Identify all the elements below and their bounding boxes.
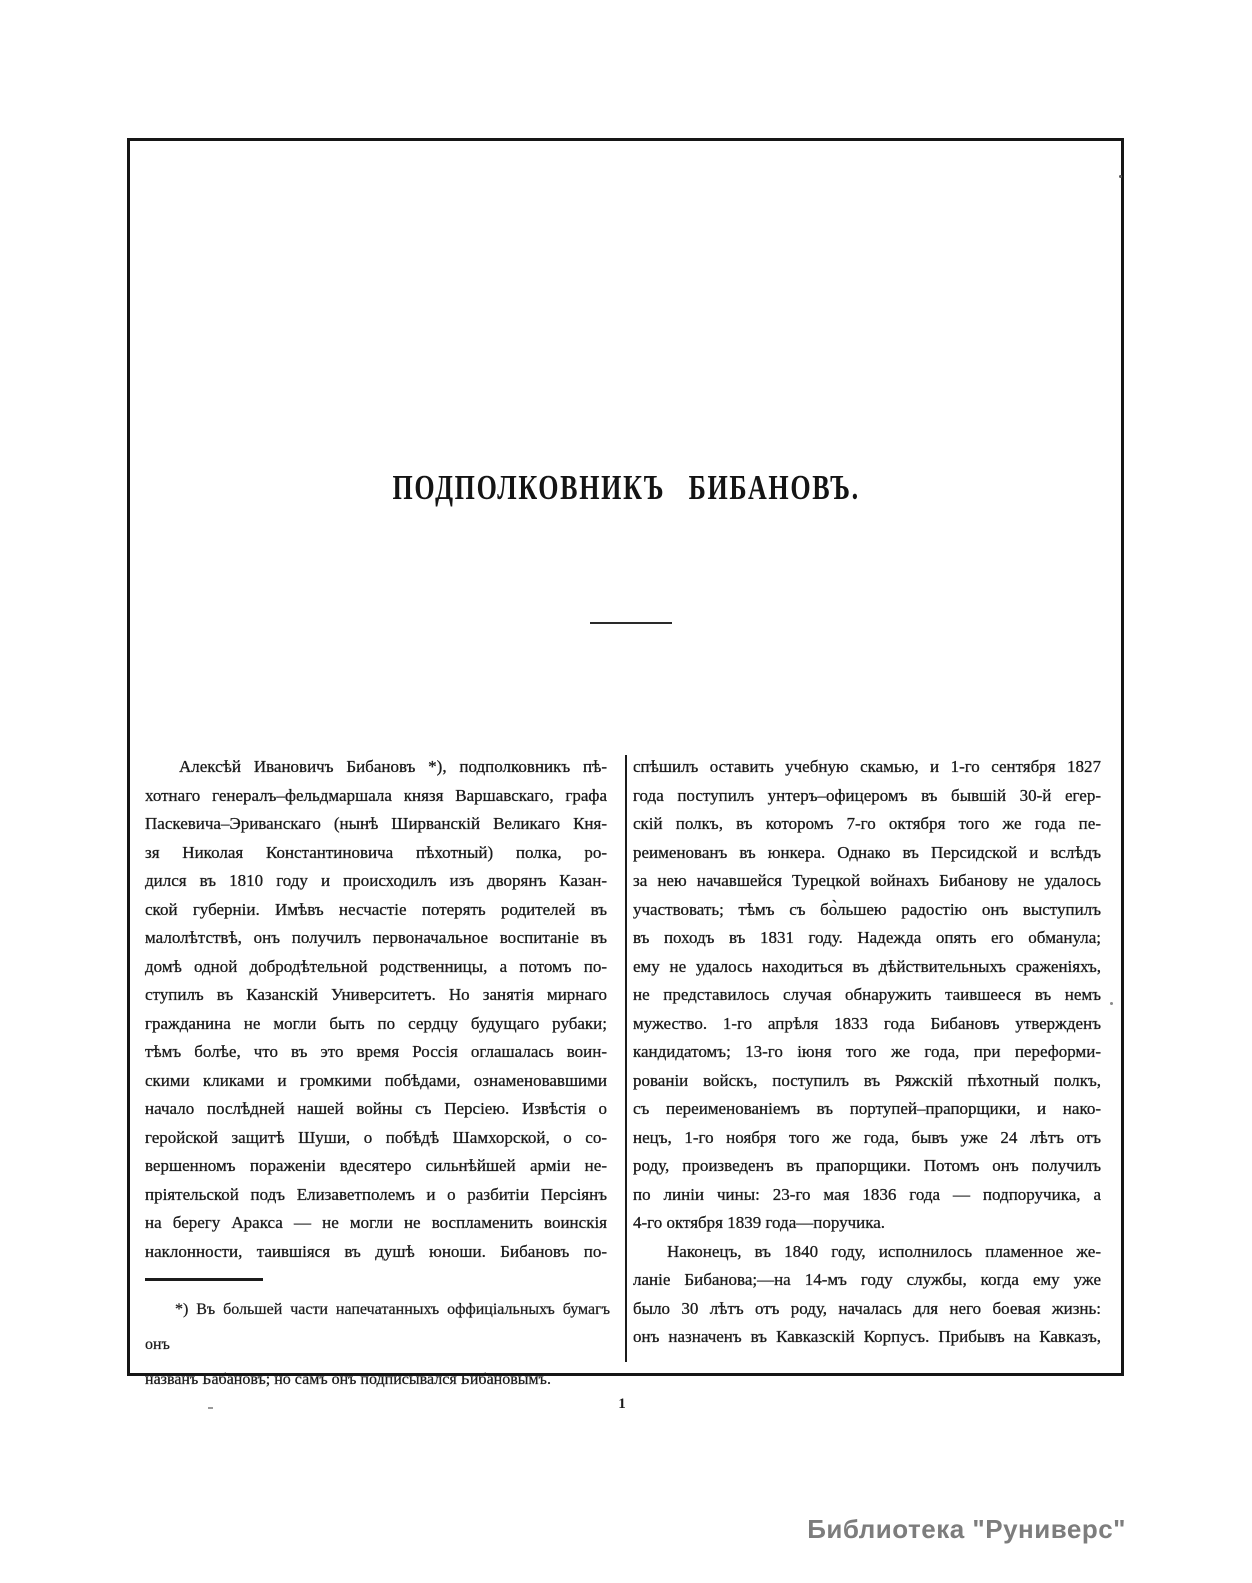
library-watermark: Библиотека "Руниверс": [807, 1514, 1126, 1544]
text-line: скій полкъ, въ которомъ 7-го октября того же года пе-: [633, 814, 1101, 833]
text-line: гражданина не могли быть по сердцу будущаго рубаки;: [145, 1013, 607, 1033]
scan-speck: [1110, 1002, 1113, 1005]
text-line: зя Николая Константиновича пѣхотный) полка, ро-: [145, 842, 607, 862]
text-line: ступилъ въ Казанскій Университетъ. Но занятія мирнаго: [145, 985, 607, 1004]
text-column-left: [145, 753, 607, 1266]
text-line: скими кликами и громкими побѣдами, ознаменовавшими: [145, 1070, 607, 1090]
text-line: ланіе Бибанова;—на 14-мъ году службы, когда ему уже: [633, 1270, 1101, 1289]
page-number: 1: [618, 1396, 626, 1412]
scan-speck: [208, 1407, 213, 1409]
text-line: пріятельской подъ Елизаветполемъ и о разбитіи Персіянъ: [145, 1184, 607, 1204]
text-line: кандидатомъ; 13-го іюня того же года, при переформи-: [633, 1042, 1101, 1061]
text-line: съ переименованіемъ въ портупей–прапорщики, и нако-: [633, 1099, 1101, 1118]
text-line: нецъ, 1-го ноября того же года, бывъ уже 24 лѣтъ отъ: [633, 1127, 1101, 1147]
text-line: по линіи чины: 23-го мая 1836 года — подпоручика, а: [633, 1184, 1101, 1204]
text-line: мужество. 1-го апрѣля 1833 года Бибановъ утвержденъ: [633, 1013, 1101, 1033]
text-line: Паскевича–Эриванскаго (нынѣ Ширванскій Великаго Кня-: [145, 814, 607, 833]
text-line: хотнаго генералъ–фельдмаршала князя Варшавскаго, графа: [145, 785, 607, 805]
text-line: дился въ 1810 году и происходилъ изъ дворянъ Казан-: [145, 871, 607, 890]
text-line: Алексѣй Ивановичъ Бибановъ *), подполковникъ пѣ-: [179, 757, 607, 776]
text-line: спѣшилъ оставить учебную скамью, и 1-го сентября 1827: [633, 757, 1101, 776]
footnote-separator-rule: [145, 1278, 263, 1281]
footnote: [145, 1292, 610, 1397]
text-line: тѣмъ болѣе, что въ это время Россія оглашалась воин-: [145, 1042, 607, 1061]
text-line: въ походъ въ 1831 году. Надежда опять его обманула;: [633, 928, 1101, 947]
page-title: [0, 467, 1252, 508]
text-column-right: [633, 753, 1101, 1352]
text-line: рованіи войскъ, поступилъ въ Ряжскій пѣхотный полкъ,: [633, 1070, 1101, 1090]
text-line: наклонности, таившіяся въ душѣ юноши. Бибановъ по-: [145, 1241, 607, 1261]
text-line: ему не удалось находиться въ дѣйствительныхъ сраженіяхъ,: [633, 956, 1101, 976]
text-line: малолѣтствѣ, онъ получилъ первоначальное воспитаніе въ: [145, 928, 607, 947]
text-line: онъ назначенъ въ Кавказскій Корпусъ. Прибывъ на Кавказъ,: [633, 1327, 1101, 1346]
text-line: 4-го октября 1839 года—поручика.: [633, 1213, 886, 1232]
text-line: на берегу Аракса — не могли не воспламенить воинскія: [145, 1213, 607, 1232]
text-line: Наконецъ, въ 1840 году, исполнилось пламенное же-: [667, 1241, 1101, 1261]
text-line: участвовать; тѣмъ съ бо̀льшею радостію онъ выступилъ: [633, 899, 1101, 919]
text-line: геройской защитѣ Шуши, о побѣдѣ Шамхорской, о со-: [145, 1127, 607, 1147]
column-divider-rule: [625, 755, 627, 1362]
text-line: не представилось случая обнаружить таившееся въ немъ: [633, 985, 1101, 1004]
text-line: реименованъ въ юнкера. Однако въ Персидской и вслѣдъ: [633, 842, 1101, 862]
text-line: было 30 лѣтъ отъ роду, началась для него боевая жизнь:: [633, 1298, 1101, 1318]
footnote-line: *) Въ большей части напечатанныхъ оффиціальныхъ бумагъ онъ: [145, 1301, 610, 1353]
text-line: ской губерніи. Имѣвъ несчастіе потерять родителей въ: [145, 899, 607, 919]
title-divider-rule: [590, 622, 672, 624]
page-title-text: ПОДПОЛКОВНИКЪ БИБАНОВЪ.: [392, 467, 860, 508]
text-line: начало послѣдней нашей войны съ Персіею. Извѣстія о: [145, 1099, 607, 1118]
text-line: домѣ одной добродѣтельной родственницы, а потомъ по-: [145, 956, 607, 976]
footnote-line: названъ Бабановъ; но самъ онъ подписывался Бибановымъ.: [145, 1371, 551, 1388]
text-line: вершенномъ пораженіи вдесятеро сильнѣйшей арміи не-: [145, 1156, 607, 1175]
text-line: роду, произведенъ въ прапорщики. Потомъ онъ получилъ: [633, 1156, 1101, 1175]
text-line: за нею начавшейся Турецкой войнахъ Бибанову не удалось: [633, 871, 1101, 890]
text-line: года поступилъ унтеръ–офицеромъ въ бывшій 30-й егер-: [633, 785, 1101, 805]
scan-speck: [1119, 175, 1122, 178]
